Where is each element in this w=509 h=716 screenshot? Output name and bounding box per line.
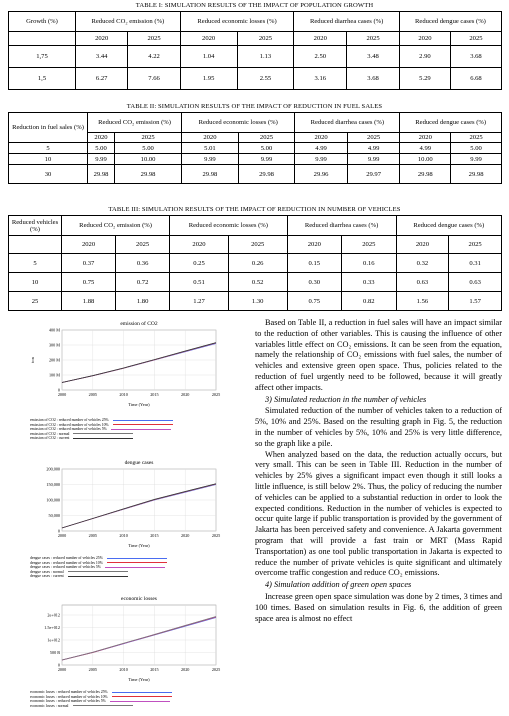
- year-cell: 2025: [449, 236, 502, 254]
- x-tick-label: 2010: [119, 533, 128, 538]
- chart-title: economic losses: [121, 596, 157, 602]
- cell: 0.31: [449, 254, 502, 273]
- cell: 5.00: [115, 143, 182, 154]
- x-tick-label: 2005: [88, 392, 97, 397]
- x-tick-label: 2000: [57, 392, 67, 397]
- cell: 9.99: [88, 154, 115, 165]
- table1-caption: TABLE I: SIMULATION RESULTS OF THE IMPACT OF POPULATION GROWTH: [135, 2, 374, 9]
- cell: 0.25: [170, 254, 229, 273]
- year-cell: 2020: [170, 236, 229, 254]
- cell: 5.01: [182, 143, 239, 154]
- legend-swatch: [73, 433, 133, 434]
- cell: 29.98: [88, 165, 115, 184]
- series-line: [62, 343, 216, 383]
- year-cell: 2025: [228, 236, 287, 254]
- cell: 0.63: [396, 273, 449, 292]
- cell: 0.51: [170, 273, 229, 292]
- table1-header-2: Reduced economic losses (%): [180, 12, 294, 32]
- table1-header-1: Reduced CO₂ emission (%): [76, 12, 181, 32]
- cell: 2.50: [294, 46, 347, 68]
- year-cell: 2020: [287, 236, 342, 254]
- x-tick-label: 2020: [181, 667, 190, 672]
- legend-swatch: [105, 567, 165, 568]
- cell: 9.99: [451, 154, 502, 165]
- chart-dengue-svg: [28, 457, 228, 549]
- table3-header-4: Reduced dengue cases (%): [396, 216, 501, 236]
- year-cell: 2020: [399, 32, 450, 46]
- x-axis-label: Time (Year): [128, 402, 150, 407]
- cell: 0.75: [287, 292, 342, 311]
- chart-economic-legend: [30, 690, 172, 708]
- legend-swatch: [112, 696, 172, 697]
- paragraph: When analyzed based on the data, the reduction actually occurs, but very small. This can be seen in Table III. Reduction in the number of vehicles by 25% gives a significant impact even though it still looks a little influence, is still below 2%. Thus, the policy of reducing the number of vehicles can be applied to a substantial reduction in order to look the expected conditions. Reduction in the number of vehicles is expected to occur quite large if public transportation is provided by the government of Jakarta has been perceived safety and convenience. A Jakarta government program that will provide a fast train or MRT (Mass Rapid Transportation) as one tool public transportation in Jakarta is expected to reduce the number of private vehicles is quite significant and ultimately overcome traffic congestion and reduce CO₂ emissions.: [255, 449, 502, 578]
- legend-label: economic losses : reduced number of vehicles 5%: [30, 699, 106, 704]
- y-tick-label: 50,000: [48, 513, 60, 519]
- legend-swatch: [113, 424, 173, 425]
- legend-swatch: [107, 558, 167, 559]
- year-cell: 2025: [347, 32, 400, 46]
- legend-label: economic losses : normal: [30, 703, 69, 708]
- chart-title: emission of CO2: [120, 321, 158, 327]
- cell: 10: [9, 154, 88, 165]
- legend-label: dengue cases : normal: [30, 569, 64, 574]
- legend-label: emission of CO2 : reduced number of vehicles 25%: [30, 418, 109, 422]
- cell: 0.37: [62, 254, 116, 273]
- cell: 1.27: [170, 292, 229, 311]
- table-row: [9, 292, 502, 311]
- y-tick-label: 0: [57, 387, 60, 393]
- series-line: [62, 484, 216, 528]
- legend-swatch: [112, 692, 172, 693]
- cell: 1.04: [180, 46, 237, 68]
- cell: 0.15: [287, 254, 342, 273]
- legend-label: emission of CO2 : reduced number of vehicles 10%: [30, 422, 109, 427]
- cell: 1,5: [9, 68, 76, 90]
- x-tick-label: 2005: [88, 533, 97, 538]
- cell: 0.72: [116, 273, 170, 292]
- table-row: [9, 273, 502, 292]
- cell: 29.98: [115, 165, 182, 184]
- table-row: [9, 46, 502, 68]
- cell: 5.00: [451, 143, 502, 154]
- year-cell: 2025: [342, 236, 397, 254]
- year-cell: 2020: [180, 32, 237, 46]
- cell: 3.68: [347, 68, 400, 90]
- cell: 1.57: [449, 292, 502, 311]
- series-line: [62, 485, 216, 528]
- table3-blank: [9, 236, 62, 254]
- year-cell: 2025: [347, 133, 400, 143]
- legend-swatch: [111, 429, 171, 430]
- cell: 30: [9, 165, 88, 184]
- table2-header-1: Reduced CO₂ emission (%): [88, 113, 182, 133]
- year-cell: 2020: [62, 236, 116, 254]
- x-tick-label: 2010: [119, 667, 128, 672]
- table2-header-4: Reduced dengue cases (%): [400, 113, 502, 133]
- cell: 1.95: [180, 68, 237, 90]
- x-tick-label: 2000: [57, 667, 67, 672]
- y-tick-label: 200 M: [48, 357, 60, 363]
- section-heading: 3) Simulated reduction in the number of vehicles: [265, 394, 427, 404]
- table1-header-3: Reduced diarrhea cases (%): [294, 12, 400, 32]
- y-tick-label: 150,000: [46, 482, 60, 488]
- table2-header-0: Reduction in fuel sales (%): [9, 113, 88, 143]
- y-tick-label: 0: [57, 662, 60, 668]
- legend-label: economic losses : reduced number of vehicles 25%: [30, 690, 108, 694]
- table-row: [9, 68, 502, 90]
- cell: 1.13: [237, 46, 294, 68]
- cell: 1.56: [396, 292, 449, 311]
- year-cell: 2025: [115, 133, 182, 143]
- year-cell: 2020: [182, 133, 239, 143]
- cell: 2.55: [237, 68, 294, 90]
- y-axis-label: ton: [30, 357, 35, 363]
- x-tick-label: 2000: [57, 533, 67, 538]
- legend-entry: [30, 436, 173, 441]
- cell: 5.29: [399, 68, 450, 90]
- cell: 0.82: [342, 292, 397, 311]
- cell: 1,75: [9, 46, 76, 68]
- paragraph: Increase green open space simulation was done by 2 times, 3 times and 100 times. Based on simulation results in Fig. 6, the addition of green space area is almost no effect: [255, 591, 502, 623]
- table1-header-4: Reduced dengue cases (%): [399, 12, 501, 32]
- legend-entry: [30, 574, 167, 579]
- cell: 6.68: [450, 68, 501, 90]
- cell: 4.99: [347, 143, 400, 154]
- cell: 9.99: [295, 154, 348, 165]
- x-axis-label: Time (Year): [128, 543, 150, 548]
- table3: [8, 215, 502, 311]
- legend-swatch: [73, 705, 133, 706]
- year-cell: 2020: [294, 32, 347, 46]
- cell: 10.00: [115, 154, 182, 165]
- cell: 0.26: [228, 254, 287, 273]
- table-row: [9, 154, 502, 165]
- legend-label: dengue cases : reduced number of vehicles 5%: [30, 565, 101, 570]
- chart-title: dengue cases: [124, 460, 154, 466]
- x-tick-label: 2025: [211, 392, 221, 397]
- cell: 1.80: [116, 292, 170, 311]
- year-cell: 2020: [76, 32, 128, 46]
- cell: 3.44: [76, 46, 128, 68]
- cell: 5: [9, 254, 62, 273]
- cell: 29.98: [238, 165, 295, 184]
- x-tick-label: 2025: [211, 667, 221, 672]
- cell: 5.00: [238, 143, 295, 154]
- chart-co2-svg: [28, 318, 228, 408]
- x-tick-label: 2015: [150, 667, 159, 672]
- year-cell: 2020: [400, 133, 451, 143]
- legend-swatch: [68, 571, 128, 572]
- cell: 3.48: [347, 46, 400, 68]
- chart-dengue-cases: [28, 457, 228, 549]
- chart-economic-losses: [28, 593, 228, 683]
- legend-swatch: [113, 420, 173, 421]
- y-tick-label: 400 M: [48, 327, 60, 333]
- table3-header-2: Reduced economic losses (%): [170, 216, 287, 236]
- cell: 0.30: [287, 273, 342, 292]
- cell: 29.98: [400, 165, 451, 184]
- cell: 29.98: [451, 165, 502, 184]
- paragraph: Based on Table II, a reduction in fuel sales will have an impact similar to the reduction of other variables. This is causing the influence of other variables little effect on CO₂ emissions. It can be seen from the equation, namely the relationship of CO₂ emissions with fuel sales, the number of vehicles and extensive green open space. Thus, policies related to the reduction of fuel urgently need to be followed, because it will greatly affect other impacts.: [255, 318, 502, 392]
- table2: [8, 112, 502, 184]
- cell: 0.75: [62, 273, 116, 292]
- cell: 10.00: [400, 154, 451, 165]
- cell: 9.99: [182, 154, 239, 165]
- year-cell: 2025: [238, 133, 295, 143]
- chart-co2-emission: [28, 318, 228, 408]
- x-tick-label: 2010: [119, 392, 128, 397]
- cell: 25: [9, 292, 62, 311]
- chart-economic-svg: [28, 593, 228, 683]
- year-cell: 2025: [116, 236, 170, 254]
- table-row: [9, 165, 502, 184]
- legend-label: dengue cases : reduced number of vehicles 10%: [30, 560, 103, 565]
- year-cell: 2025: [450, 32, 501, 46]
- chart-co2-legend: [30, 418, 173, 441]
- cell: 5.00: [88, 143, 115, 154]
- x-tick-label: 2005: [88, 667, 97, 672]
- cell: 9.99: [238, 154, 295, 165]
- x-tick-label: 2015: [150, 392, 159, 397]
- table2-header-2: Reduced economic losses (%): [182, 113, 295, 133]
- cell: 4.99: [295, 143, 348, 154]
- section-heading: 4) Simulation addition of green open spaces: [265, 580, 412, 590]
- y-tick-label: 200,000: [46, 466, 60, 472]
- table2-header-3: Reduced diarrhea cases (%): [295, 113, 400, 133]
- y-tick-label: 100 M: [48, 372, 60, 378]
- table3-header-1: Reduced CO₂ emission (%): [62, 216, 170, 236]
- cell: 0.33: [342, 273, 397, 292]
- table3-header-0: Reduced vehicles (%): [9, 216, 62, 236]
- table-row: [9, 254, 502, 273]
- year-cell: 2025: [128, 32, 180, 46]
- x-axis-label: Time (Year): [128, 677, 150, 682]
- paragraph: Simulated reduction of the number of vehicles taken to a reduction of 5%, 10% and 25%. Based on the resulting graph in Fig. 5, the reduction in the number of vehicles by 5%, 10% and 25% is very little difference, so the graph like a pile.: [255, 406, 502, 448]
- legend-swatch: [110, 701, 170, 702]
- cell: 0.63: [449, 273, 502, 292]
- cell: 0.52: [228, 273, 287, 292]
- legend-label: emission of CO2 : reduced number of vehicles 5%: [30, 427, 107, 432]
- year-cell: 2020: [396, 236, 449, 254]
- chart-dengue-legend: [30, 556, 167, 579]
- cell: 9.99: [347, 154, 400, 165]
- legend-entry: [30, 704, 172, 709]
- table1: [8, 11, 502, 90]
- cell: 1.88: [62, 292, 116, 311]
- cell: 29.97: [347, 165, 400, 184]
- cell: 0.16: [342, 254, 397, 273]
- y-tick-label: 1e+012: [47, 637, 60, 643]
- cell: 3.16: [294, 68, 347, 90]
- legend-label: emission of CO2 : normal: [30, 431, 70, 436]
- legend-swatch: [107, 562, 167, 563]
- cell: 2.90: [399, 46, 450, 68]
- cell: 3.68: [450, 46, 501, 68]
- cell: 4.99: [400, 143, 451, 154]
- cell: 7.66: [128, 68, 180, 90]
- x-tick-label: 2025: [211, 533, 221, 538]
- cell: 6.27: [76, 68, 128, 90]
- legend-swatch: [73, 438, 133, 439]
- year-cell: 2020: [295, 133, 348, 143]
- table1-years-row: [9, 32, 502, 46]
- year-cell: 2020: [88, 133, 115, 143]
- cell: 0.36: [116, 254, 170, 273]
- x-tick-label: 2020: [181, 533, 190, 538]
- cell: 0.32: [396, 254, 449, 273]
- cell: 10: [9, 273, 62, 292]
- table3-header-3: Reduced diarrhea cases (%): [287, 216, 396, 236]
- y-tick-label: 100,000: [46, 497, 60, 503]
- legend-label: dengue cases : reduced number of vehicles 25%: [30, 556, 103, 560]
- legend-swatch: [68, 576, 128, 577]
- table1-header-0: Growth (%): [9, 12, 76, 32]
- cell: 29.98: [182, 165, 239, 184]
- y-tick-label: 300 M: [48, 342, 60, 348]
- legend-label: economic losses : reduced number of vehicles 10%: [30, 694, 108, 699]
- x-tick-label: 2015: [150, 533, 159, 538]
- body-text: [255, 318, 502, 624]
- table2-caption: TABLE II: SIMULATION RESULTS OF THE IMPACT OF REDUCTION IN FUEL SALES: [126, 103, 383, 110]
- legend-label: emission of CO2 : current: [30, 436, 70, 441]
- series-line: [62, 617, 216, 661]
- table1-blank: [9, 32, 76, 46]
- y-tick-label: 2e+012: [47, 612, 60, 618]
- cell: 1.30: [228, 292, 287, 311]
- y-tick-label: 1.5e+012: [44, 625, 60, 631]
- cell: 5: [9, 143, 88, 154]
- plot-frame: [62, 605, 216, 665]
- year-cell: 2025: [451, 133, 502, 143]
- legend-label: dengue cases : current: [30, 574, 64, 579]
- table-row: [9, 143, 502, 154]
- year-cell: 2025: [237, 32, 294, 46]
- cell: 29.96: [295, 165, 348, 184]
- y-tick-label: 500 B: [49, 650, 60, 656]
- y-tick-label: 0: [57, 528, 60, 534]
- table3-caption: TABLE III: SIMULATION RESULTS OF THE IMPACT OF REDUCTION IN NUMBER OF VEHICLES: [108, 206, 401, 213]
- cell: 4.22: [128, 46, 180, 68]
- x-tick-label: 2020: [181, 392, 190, 397]
